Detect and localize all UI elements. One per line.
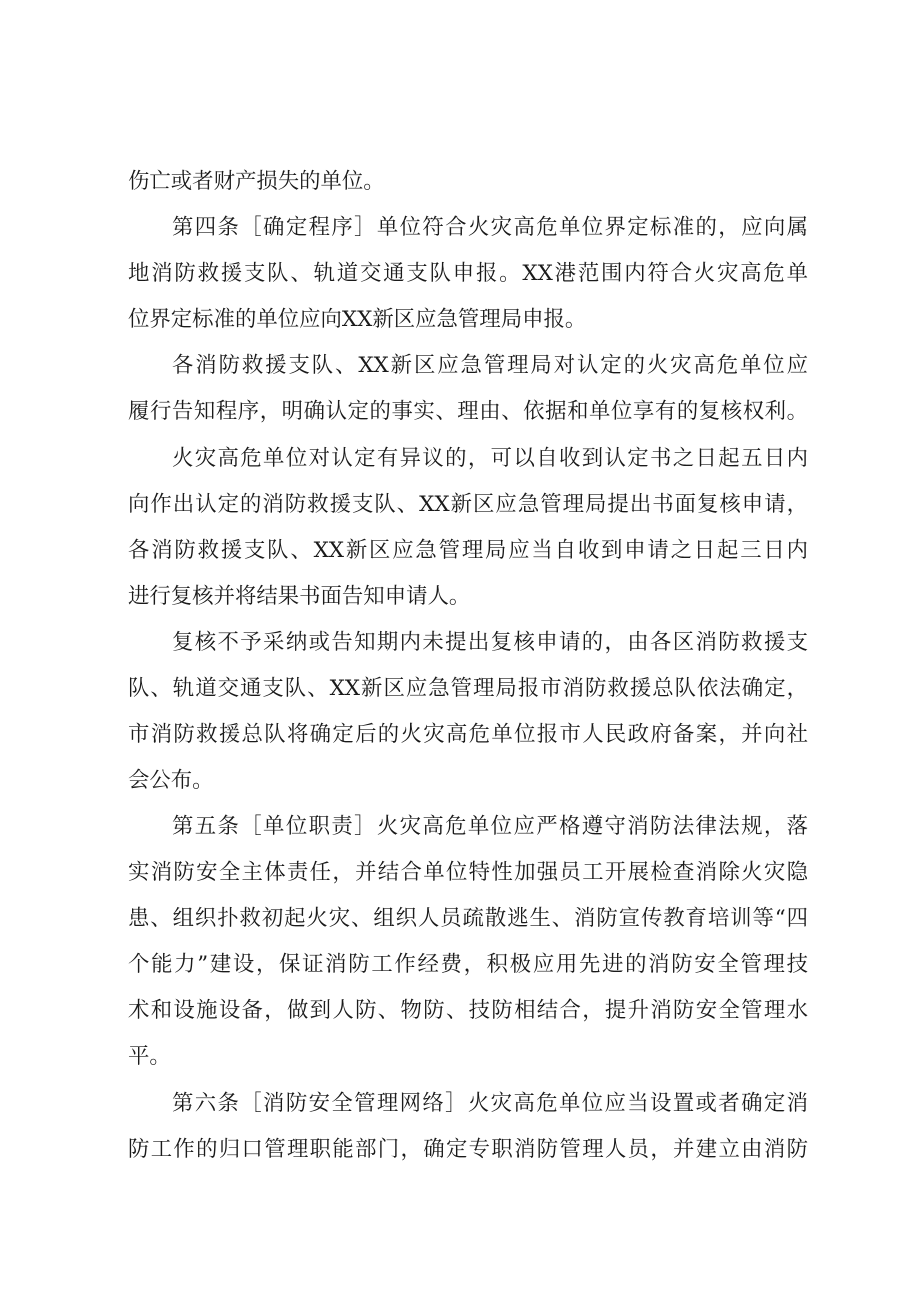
text-line: 地消防救援支队、轨道交通支队申报。XX港范围内符合火灾高危单: [128, 261, 808, 286]
text-line: 向作出认定的消防救援支队、XX新区应急管理局提出书面复核申请，: [128, 492, 808, 517]
text-line: 平。: [128, 1044, 171, 1069]
text-line: 进行复核并将结果书面告知申请人。: [128, 584, 471, 609]
text-line: 队、轨道交通支队、XX新区应急管理局报市消防救援总队依法确定，: [128, 676, 808, 701]
text-line: 履行告知程序，明确认定的事实、理由、依据和单位享有的复核权利。: [128, 399, 808, 424]
text-line: 防工作的归口管理职能部门，确定专职消防管理人员，并建立由消防: [128, 1137, 808, 1162]
text-line: 各消防救援支队、XX新区应急管理局应当自收到申请之日起三日内: [128, 538, 808, 563]
text-line: 第四条［确定程序］单位符合火灾高危单位界定标准的，应向属: [172, 215, 808, 240]
text-line: 各消防救援支队、XX新区应急管理局对认定的火灾高危单位应: [172, 353, 808, 378]
text-line: 火灾高危单位对认定有异议的，可以自收到认定书之日起五日内: [172, 446, 808, 471]
text-line: 位界定标准的单位应向XX新区应急管理局申报。: [128, 307, 587, 332]
text-line: 第五条［单位职责］火灾高危单位应严格遵守消防法律法规，落: [172, 814, 808, 839]
text-line: 市消防救援总队将确定后的火灾高危单位报市人民政府备案，并向社: [128, 722, 808, 747]
text-line: 个能力”建设，保证消防工作经费，积极应用先进的消防安全管理技: [128, 952, 808, 977]
text-line: 会公布。: [128, 768, 214, 793]
text-line: 实消防安全主体责任，并结合单位特性加强员工开展检查消除火灾隐: [128, 860, 808, 885]
text-line: 第六条［消防安全管理网络］火灾高危单位应当设置或者确定消: [172, 1091, 808, 1116]
text-line: 伤亡或者财产损失的单位。: [128, 169, 385, 194]
text-line: 术和设施设备，做到人防、物防、技防相结合，提升消防安全管理水: [128, 998, 808, 1023]
text-line: 患、组织扑救初起火灾、组织人员疏散逃生、消防宣传教育培训等“四: [128, 906, 808, 931]
text-line: 复核不予采纳或告知期内未提出复核申请的，由各区消防救援支: [172, 630, 808, 655]
